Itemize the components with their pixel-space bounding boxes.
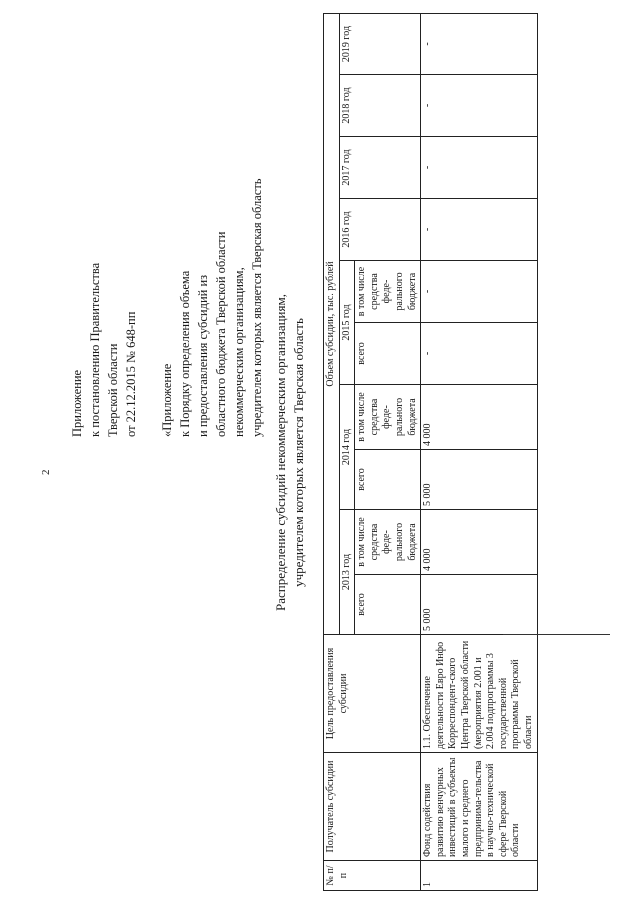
header-year-2016: 2016 год [339,199,421,261]
document-title [272,0,308,905]
header-federal-2015: в том числе средства феде-рального бюджета [355,261,421,323]
header-spacer [140,17,158,437]
cell-2019: - [421,13,537,74]
header-line: учредителем которых является Тверская область [250,178,264,437]
cell-2014-total: 5 000 [421,450,537,510]
header-year-2013: 2013 год [339,510,355,635]
header-total-2015: всего [355,323,421,385]
header-year-2014: 2014 год [339,385,355,510]
header-year-2018: 2018 год [339,75,421,137]
title-line-1: Распределение субсидий некоммерческим организациям, [273,294,288,611]
header-line: Приложение [70,369,84,437]
cell-2014-federal: 4 000 [421,385,537,450]
header-line: Тверской области [106,343,120,437]
cell-2017: - [421,137,537,199]
header-line: от 22.12.2015 № 648-пп [124,311,138,437]
cell-2013-federal: 4 000 [421,510,537,575]
cell-recipient: Фонд содействия развитию венчурных инвестиций в субъекты малого и среднего предпринима-тельства в научно-технической сфере Тверской области [421,753,537,861]
header-line: некоммерческим организациям, [232,267,246,437]
page-number: 2 [40,469,52,475]
appendix-header [68,17,266,437]
table-row [421,13,537,890]
header-purpose: Цель предоставления субсидии [324,635,421,753]
header-line: областного бюджета Тверской области [214,231,228,437]
header-line: «Приложение [160,363,174,437]
header-total-2013: всего [355,575,421,635]
header-line: и предоставления субсидий из [196,274,210,437]
header-federal-2014: в том числе средства феде-рального бюджета [355,385,421,450]
header-year-2017: 2017 год [339,137,421,199]
header-recipient: Получатель субсидии [324,753,421,861]
cell-purpose: 1.1. Обеспечение деятельности Евро Инфо Корреспондент-ского Центра Тверской области (мероприятия 2.001 и 2.004 подпрограммы 3 государственной программы Тверской области [421,635,537,753]
header-line: к постановлению Правительства [88,262,102,437]
scan-divider-line [503,634,610,635]
title-line-2: учредителем которых является Тверская область [291,318,306,587]
cell-2013-total: 5 000 [421,575,537,635]
cell-2015-total: - [421,323,537,385]
header-year-2015: 2015 год [339,261,355,385]
cell-2016: - [421,199,537,261]
header-line: к Порядку определения объема [178,270,192,437]
header-volume: Объем субсидии, тыс. рублей [324,13,340,634]
cell-num: 1 [421,861,537,891]
header-total-2014: всего [355,450,421,510]
cell-2015-federal: - [421,261,537,323]
header-num: № п/п [324,861,421,891]
cell-2018: - [421,75,537,137]
header-year-2019: 2019 год [339,13,421,74]
subsidy-table [323,13,538,891]
header-federal-2013: в том числе средства феде-рального бюджета [355,510,421,575]
